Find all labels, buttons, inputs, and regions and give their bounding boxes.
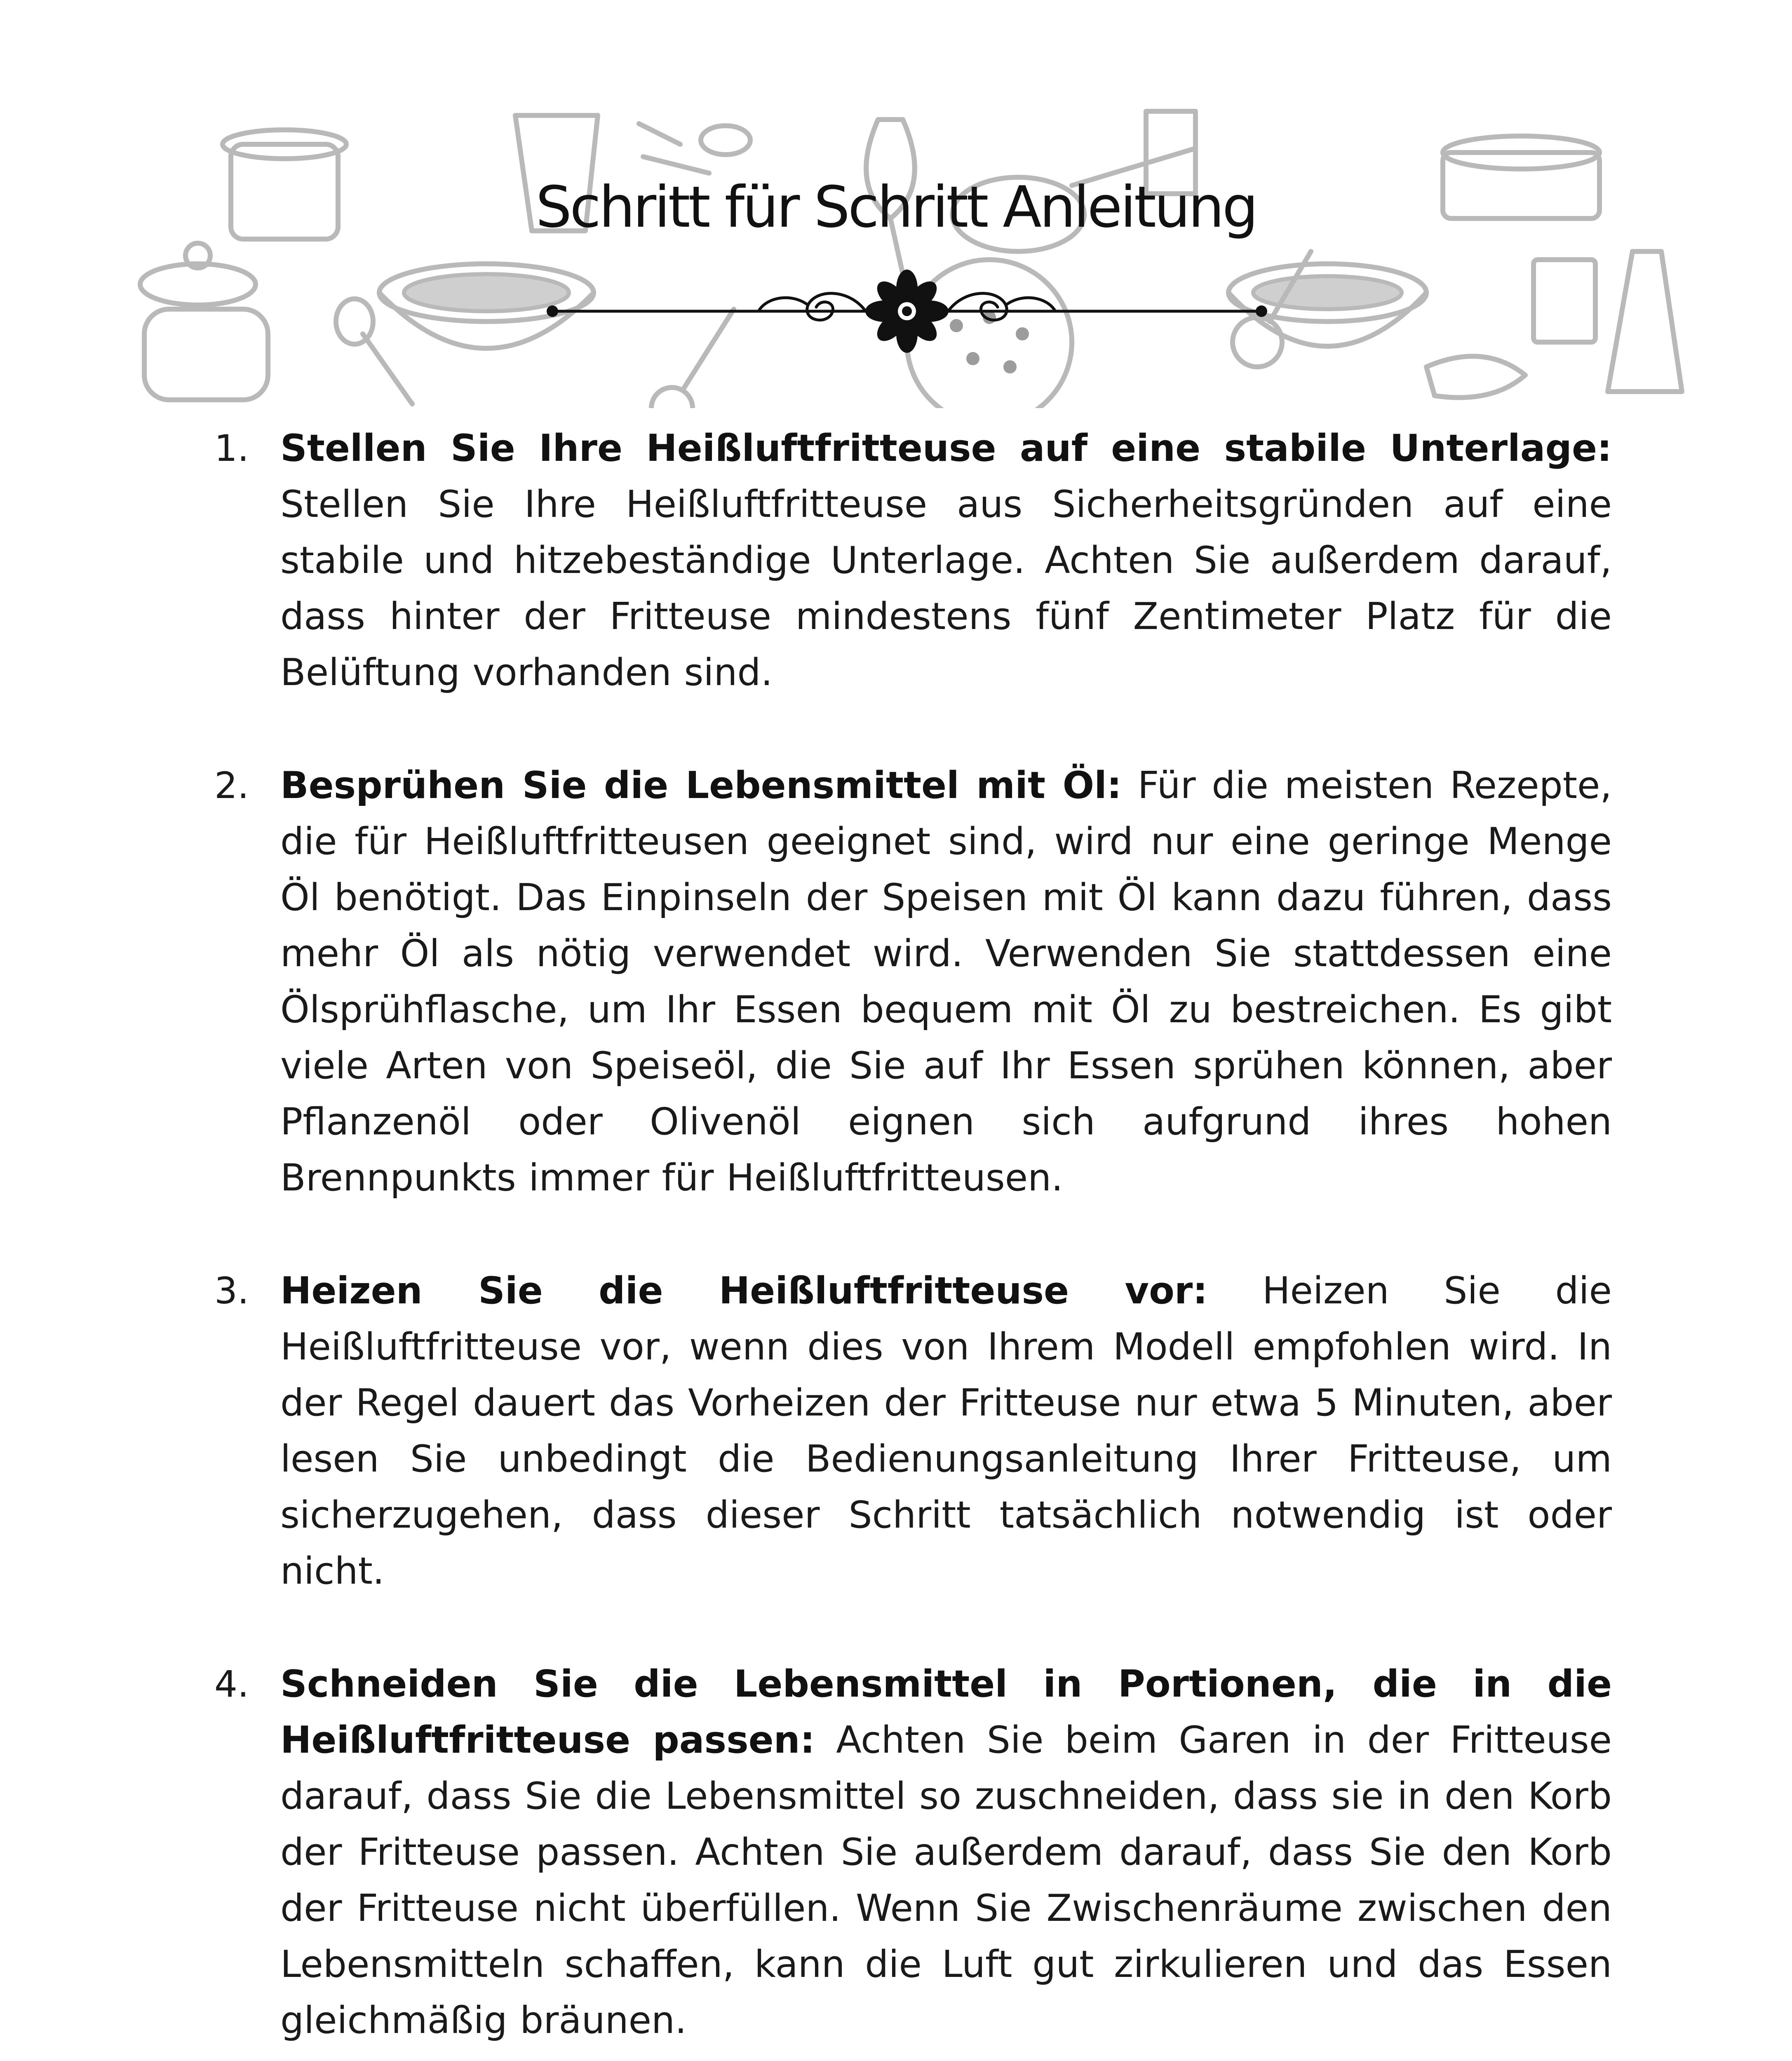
step-number: 3. <box>214 1270 249 1312</box>
step-text: Heizen Sie die Heißluftfritteuse vor, wenn dies von Ihrem Modell empfohlen wird. In der Regel dauert das Vorheizen der Fritteuse nur etwa 5 Minuten, aber lesen Sie unbedingt die Bedienungsanleitung Ihrer Fritteuse, um sicherzugehen, dass dieser Schritt tatsächlich notwendig ist oder nicht. <box>280 1269 1612 1593</box>
list-item <box>214 420 1612 701</box>
ladle-illustration <box>363 334 412 404</box>
step-number: 2. <box>214 764 249 807</box>
step-heading: Heizen Sie die Heißluftfritteuse vor: <box>280 1269 1208 1312</box>
instruction-steps-list <box>214 420 1612 2061</box>
step-body <box>280 420 1612 701</box>
step-heading: Stellen Sie Ihre Heißluftfritteuse auf eine stabile Unterlage: <box>280 427 1612 470</box>
list-item <box>214 1263 1612 1599</box>
step-text: Für die meisten Rezepte, die für Heißluftfritteusen geeignet sind, wird nur eine geringe Menge Öl benötigt. Das Einpinseln der Speisen mit Öl kann dazu führen, dass mehr Öl als nötig verwendet wird. Verwenden Sie stattdessen eine Ölsprühflasche, um Ihr Essen bequem mit Öl zu bestreichen. Es gibt viele Arten von Speiseöl, die Sie auf Ihr Essen sprühen können, aber Pflanzenöl oder Olivenöl eignen sich aufgrund ihres hohen Brennpunkts immer für Heißluftfritteusen. <box>280 764 1612 1200</box>
step-body <box>280 1656 1612 2049</box>
spoon-illustration <box>639 124 709 173</box>
title-ornament <box>544 264 1270 359</box>
pot-illustration <box>140 130 346 400</box>
step-number: 1. <box>214 427 249 469</box>
step-heading: Schneiden Sie die Lebensmittel in Portionen, die in die Heißluftfritteuse passen: <box>280 1662 1612 1762</box>
list-item <box>214 1656 1612 2049</box>
grater-illustration <box>1608 251 1682 392</box>
list-item <box>214 758 1612 1206</box>
scale-illustration <box>1534 260 1595 342</box>
page-title: Schritt für Schritt Anleitung <box>535 174 1257 240</box>
step-text: Achten Sie beim Garen in der Fritteuse darauf, dass Sie die Lebensmittel so zuschneiden, dass sie in den Korb der Fritteuse passen. Achten Sie außerdem darauf, dass Sie den Korb der Fritteuse nicht überfüllen. Wenn Sie Zwischenräume zwischen den Lebensmitteln schaffen, kann die Luft gut zirkulieren und das Essen gleichmäßig bräunen. <box>280 1718 1612 2042</box>
step-body <box>280 1263 1612 1599</box>
kitchen-illustration-top <box>0 78 1792 408</box>
step-number: 4. <box>214 1663 249 1705</box>
cloth-illustration <box>1426 356 1525 397</box>
step-heading: Besprühen Sie die Lebensmittel mit Öl: <box>280 764 1122 807</box>
step-text: Stellen Sie Ihre Heißluftfritteuse aus Sicherheitsgründen auf eine stabile und hitzebeständige Unterlage. Achten Sie außerdem darauf, dass hinter der Fritteuse mindestens fünf Zentimeter Platz für die Belüftung vorhanden sind. <box>280 483 1612 694</box>
step-body <box>280 758 1612 1206</box>
